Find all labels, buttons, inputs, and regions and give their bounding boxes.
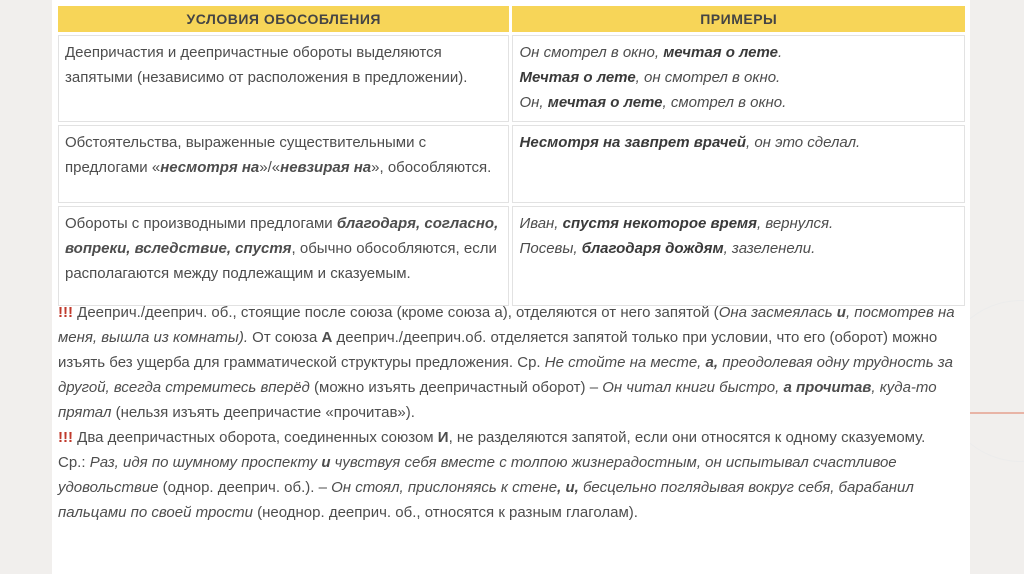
rules-table xyxy=(55,3,968,309)
note-emphasis: и xyxy=(321,454,331,471)
note-example: Он стоял, прислоняясь к стене xyxy=(331,479,558,496)
example-text: , он смотрел в окно. xyxy=(635,69,781,86)
example-highlight: мечтая о лете xyxy=(663,44,778,61)
condition-highlight: несмотря на xyxy=(160,159,260,176)
note-text: дееприч./дееприч.об. отделяется запятой только при условии, что его (оборот) можно изъять без ущерба для грамматической структуры предложения. Ср. xyxy=(58,329,938,371)
note-emphasis: А xyxy=(321,329,333,346)
note-text: Два деепричастных оборота, соединенных союзом xyxy=(73,429,438,446)
condition-text: Деепричастия и деепричастные обороты выделяются запятыми (независимо от расположения в предложении). xyxy=(65,44,468,86)
note-text: (нельзя изъять деепричастие «прочитав»). xyxy=(111,404,415,421)
note-text: (неоднор. дееприч. об., относятся к разным глаголам). xyxy=(252,504,638,521)
note-example: Она засмеялась xyxy=(718,304,837,321)
examples-cell xyxy=(512,206,965,306)
examples-cell xyxy=(512,35,965,122)
example-line xyxy=(519,40,958,65)
note-example: , посмотрев на меня, вышла из комнаты). xyxy=(58,304,955,346)
table-row xyxy=(58,125,965,203)
note-paragraph xyxy=(58,450,964,525)
example-line xyxy=(519,65,958,90)
note-text: (однор. дееприч. об.). – xyxy=(158,479,332,496)
note-example: бесцельно поглядывая вокруг себя, барабанил пальцами по своей трости xyxy=(58,479,914,521)
condition-cell xyxy=(58,125,509,203)
example-highlight: мечтая о лете xyxy=(547,94,663,111)
table-row xyxy=(58,35,965,122)
header-examples: ПРИМЕРЫ xyxy=(512,6,965,32)
note-emphasis: и xyxy=(836,304,846,321)
header-conditions: УСЛОВИЯ ОБОСОБЛЕНИЯ xyxy=(58,6,509,32)
note-emphasis: а, xyxy=(705,354,719,371)
note-text: , не разделяются запятой, если они относятся к одному сказуемому. xyxy=(448,429,926,446)
condition-text: », обособляются. xyxy=(371,159,492,176)
example-text: Иван, xyxy=(519,215,563,232)
example-text: , он это сделал. xyxy=(746,134,861,151)
condition-highlight: благодаря, согласно, вопреки, вследствие, спустя xyxy=(65,215,499,257)
note-example: , куда-то прятал xyxy=(58,379,937,421)
note-paragraph xyxy=(58,425,964,450)
example-text: Посевы, xyxy=(519,240,582,257)
note-example: Раз, идя по шумному проспекту xyxy=(89,454,322,471)
condition-highlight: невзирая на xyxy=(280,159,372,176)
note-example: преодолевая одну трудность за другой, всегда стремитесь вперёд xyxy=(58,354,953,396)
example-line xyxy=(519,236,958,261)
examples-cell xyxy=(512,125,965,203)
note-text: Дееприч./дееприч. об., стоящие после союза (кроме союза а), отделяются от него запятой ( xyxy=(73,304,719,321)
notes-block xyxy=(58,300,964,525)
example-text: . xyxy=(777,44,783,61)
note-text: От союза xyxy=(248,329,322,346)
table-row xyxy=(58,206,965,306)
note-example: Не стойте на месте, xyxy=(544,354,706,371)
example-line xyxy=(519,211,958,236)
condition-text: Обстоятельства, выраженные существительными с предлогами « xyxy=(65,134,427,176)
table-header-row xyxy=(58,6,965,32)
note-text: Ср.: xyxy=(58,454,90,471)
note-example: Он читал книги быстро, xyxy=(602,379,784,396)
condition-text: »/« xyxy=(259,159,281,176)
example-highlight: Несмотря на завпрет врачей xyxy=(519,134,746,151)
example-line xyxy=(519,130,958,155)
condition-cell xyxy=(58,35,509,122)
example-text: Он смотрел в окно, xyxy=(519,44,664,61)
example-highlight: благодаря дождям xyxy=(581,240,724,257)
example-line xyxy=(519,90,958,115)
example-text: , смотрел в окно. xyxy=(662,94,787,111)
example-text: , вернулся. xyxy=(756,215,834,232)
example-text: Он, xyxy=(519,94,548,111)
note-emphasis: , и, xyxy=(557,479,579,496)
warning-marker: !!! xyxy=(58,429,73,446)
note-emphasis: И xyxy=(437,429,449,446)
warning-marker: !!! xyxy=(58,304,73,321)
note-paragraph xyxy=(58,300,964,425)
example-highlight: Мечтая о лете xyxy=(519,69,636,86)
example-text: , зазеленели. xyxy=(723,240,816,257)
condition-cell xyxy=(58,206,509,306)
condition-text: Обороты с производными предлогами xyxy=(65,215,337,232)
example-highlight: спустя некоторое время xyxy=(562,215,757,232)
note-emphasis: а прочитав xyxy=(783,379,872,396)
condition-text: , обычно обособляются, если располагаются между подлежащим и сказуемым. xyxy=(65,240,497,282)
note-text: (можно изъять деепричастный оборот) – xyxy=(309,379,603,396)
note-example: чувствуя себя вместе с толпою жизнерадостным, он испытывал счастливое удовольствие xyxy=(58,454,897,496)
